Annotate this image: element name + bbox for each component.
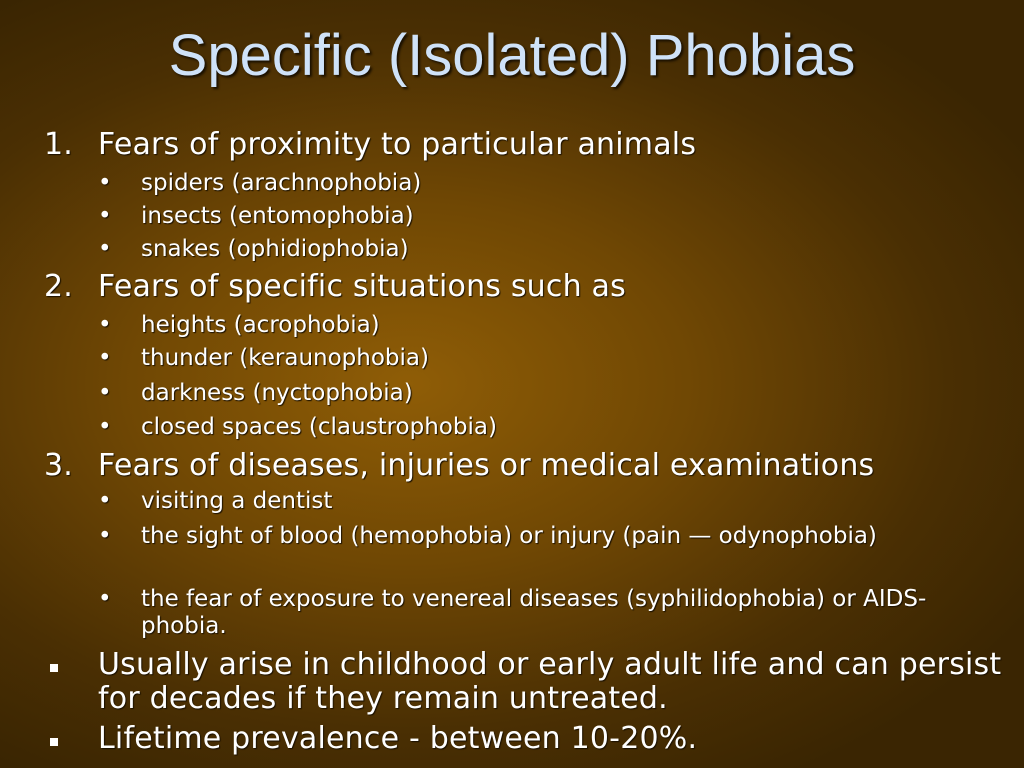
sub-bullet — [98, 380, 998, 407]
sub-bullet-text: spiders (arachnophobia) — [141, 170, 422, 196]
numbered-item — [44, 270, 1004, 304]
sub-bullet-text: the sight of blood (hemophobia) or injury (pain — odynophobia) — [141, 523, 877, 549]
square-bullet-icon — [50, 664, 58, 672]
bullet-icon: • — [98, 170, 112, 196]
item-number: 2. — [44, 269, 74, 304]
sub-bullet — [98, 523, 998, 550]
bullet-icon: • — [98, 523, 112, 549]
sub-bullet — [98, 170, 998, 197]
bullet-icon: • — [98, 414, 112, 440]
bullet-icon: • — [98, 488, 112, 514]
square-bullet-icon — [50, 738, 58, 746]
sub-bullet — [98, 236, 998, 263]
item-number: 1. — [44, 127, 74, 162]
bullet-icon: • — [98, 236, 112, 262]
item-text: Fears of diseases, injuries or medical examinations — [98, 448, 875, 483]
bullet-icon: • — [98, 312, 112, 338]
note-text: Lifetime prevalence - between 10-20%. — [98, 721, 698, 756]
note-item — [44, 648, 1004, 716]
bullet-icon: • — [98, 380, 112, 406]
sub-bullet — [98, 586, 998, 640]
note-item — [44, 722, 1004, 756]
bullet-icon: • — [98, 203, 112, 229]
sub-bullet-text: insects (entomophobia) — [141, 203, 414, 229]
item-text: Fears of proximity to particular animals — [98, 127, 697, 162]
sub-bullet — [98, 488, 998, 515]
sub-bullet-text: closed spaces (claustrophobia) — [141, 414, 497, 440]
bullet-icon: • — [98, 586, 112, 612]
sub-bullet — [98, 312, 998, 339]
sub-bullet-text: visiting a dentist — [141, 488, 333, 514]
numbered-item — [44, 128, 1004, 162]
sub-bullet-text: snakes (ophidiophobia) — [141, 236, 409, 262]
sub-bullet-text: darkness (nyctophobia) — [141, 380, 413, 406]
sub-bullet — [98, 203, 998, 230]
slide-title: Specific (Isolated) Phobias — [168, 23, 856, 88]
sub-bullet — [98, 345, 998, 372]
item-text: Fears of specific situations such as — [98, 269, 626, 304]
sub-bullet — [98, 414, 998, 441]
sub-bullet-text: thunder (keraunophobia) — [141, 345, 429, 371]
sub-bullet-text: the fear of exposure to venereal diseases (syphilidophobia) or AIDS-phobia. — [141, 586, 927, 639]
sub-bullet-text: heights (acrophobia) — [141, 312, 380, 338]
bullet-icon: • — [98, 345, 112, 371]
numbered-item — [44, 449, 1004, 483]
note-text: Usually arise in childhood or early adult life and can persist for decades if they remain untreated. — [98, 647, 1002, 716]
item-number: 3. — [44, 448, 74, 483]
